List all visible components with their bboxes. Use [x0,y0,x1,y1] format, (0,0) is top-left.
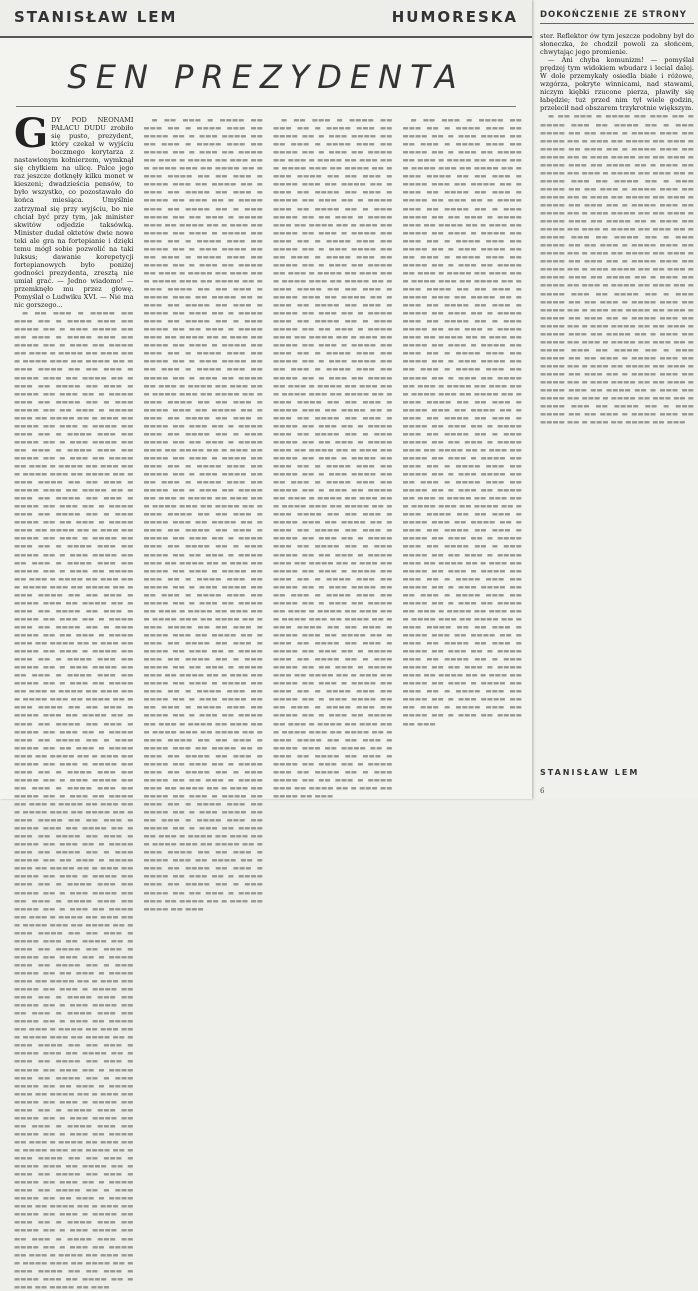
right-page [536,0,698,799]
article-column-4 [403,116,523,793]
page-number: 6 [540,787,545,795]
author-name: STANISŁAW LEM [14,8,178,26]
page-header [0,0,532,38]
header-rule [540,23,694,24]
continuation-text-placeholder: ▬ ▬▬ ▬▬▬ ▬ ▬▬▬▬ ▬▬ ▬▬▬ ▬▬ ▬ ▬▬▬▬ ▬▬▬ ▬▬ ▬▬▬▬ ▬▬ ▬ ▬▬▬ ▬▬▬▬ ▬▬ ▬▬ ▬▬▬ ▬ ▬▬▬▬ ▬▬▬ ▬▬ ▬▬▬▬ ▬▬ ▬ ▬▬▬ ▬▬ ▬▬▬▬ ▬▬ ▬▬▬ ▬ ▬▬▬▬ ▬▬ ▬▬▬ ▬▬ ▬ ▬▬▬▬ ▬▬▬ ▬▬ ▬▬▬▬ ▬▬ ▬ ▬▬▬ ▬▬▬▬ ▬▬ ▬▬ ▬▬▬ ▬ ▬▬▬▬ ▬▬▬ ▬▬ ▬▬▬▬ ▬▬ ▬ ▬▬▬ ▬▬ ▬▬▬▬ ▬▬ ▬▬▬ ▬ ▬▬▬▬ ▬▬ ▬▬▬ ▬▬ ▬ ▬▬▬▬ ▬▬▬ ▬▬ ▬▬▬▬ ▬▬ ▬ ▬▬▬ ▬▬▬▬ ▬▬ ▬▬ ▬▬▬ ▬ ▬▬▬▬ ▬▬▬ ▬▬ ▬▬▬▬ ▬▬ ▬ ▬▬▬ ▬▬ ▬▬▬▬ ▬▬ ▬▬▬ ▬ ▬▬▬▬ ▬▬ ▬▬▬ ▬▬ ▬ ▬▬▬▬ ▬▬▬ ▬▬ ▬▬▬▬ ▬▬ ▬ ▬▬▬ ▬▬▬▬ ▬▬ ▬▬ ▬▬▬ ▬ ▬▬▬▬ ▬▬▬ ▬▬ ▬▬▬▬ ▬▬ ▬ ▬▬▬ ▬▬ ▬▬▬▬ ▬▬ ▬▬▬ ▬ ▬▬▬▬ ▬▬ ▬▬▬ ▬▬ ▬ ▬▬▬▬ ▬▬▬ ▬▬ ▬▬▬▬ ▬▬ ▬ ▬▬▬ ▬▬▬▬ ▬▬ ▬▬ ▬▬▬ ▬ ▬▬▬▬ ▬▬▬ ▬▬ ▬▬▬▬ ▬▬ ▬ ▬▬▬ ▬▬ ▬▬▬▬ ▬▬ ▬▬▬ ▬ ▬▬▬▬ ▬▬ ▬▬▬ ▬▬ ▬ ▬▬▬▬ ▬▬▬ ▬▬ ▬▬▬▬ ▬▬ ▬ ▬▬▬ ▬▬▬▬ ▬▬ ▬▬ ▬▬▬ ▬ ▬▬▬▬ ▬▬▬ ▬▬ ▬▬▬▬ ▬▬ ▬ ▬▬▬ ▬▬ ▬▬▬▬ ▬▬ ▬▬▬ ▬ ▬▬▬▬ ▬▬ ▬▬▬ ▬▬ ▬ ▬▬▬▬ ▬▬▬ ▬▬ ▬▬▬▬ ▬▬ ▬ ▬▬▬ ▬▬▬▬ ▬▬ ▬▬ ▬▬▬ ▬ ▬▬▬▬ ▬▬▬ ▬▬ ▬▬▬▬ ▬▬ ▬ ▬▬▬ ▬▬ ▬▬▬▬ ▬▬ ▬▬▬ ▬ ▬▬▬▬ ▬▬ ▬▬▬ ▬▬ ▬ ▬▬▬▬ ▬▬▬ ▬▬ ▬▬▬▬ ▬▬ ▬ ▬▬▬ ▬▬▬▬ ▬▬ ▬▬ ▬▬▬ ▬ ▬▬▬▬ ▬▬▬ ▬▬ ▬▬▬▬ ▬▬ ▬ ▬▬▬ ▬▬ ▬▬▬▬ ▬▬ ▬▬▬ ▬ ▬▬▬▬ ▬▬ ▬▬▬ ▬▬ ▬ ▬▬▬▬ ▬▬▬ ▬▬ ▬▬▬▬ ▬▬ ▬ ▬▬▬ ▬▬▬▬ ▬▬ ▬▬ ▬▬▬ ▬ ▬▬▬▬ ▬▬▬ ▬▬ ▬▬▬▬ ▬▬ ▬ ▬▬▬ ▬▬ ▬▬▬▬ ▬▬ ▬▬▬ ▬ ▬▬▬▬ ▬▬ ▬▬▬ ▬▬ ▬ ▬▬▬▬ ▬▬▬ ▬▬ ▬▬▬▬ ▬▬ ▬ ▬▬▬ ▬▬▬▬ ▬▬ ▬▬ ▬▬▬ ▬ ▬▬▬▬ ▬▬▬ ▬▬ ▬▬▬▬ ▬▬ ▬ ▬▬▬ ▬▬ ▬▬▬▬ ▬▬ ▬▬▬ ▬ ▬▬▬▬ ▬▬ ▬▬▬ ▬▬ ▬ ▬▬▬▬ ▬▬▬ ▬▬ ▬▬▬▬ ▬▬ ▬ ▬▬▬ ▬▬▬▬ ▬▬ ▬▬ ▬▬▬ ▬ ▬▬▬▬ ▬▬▬ ▬▬ ▬▬▬▬ ▬▬ ▬ ▬▬▬ ▬▬ ▬▬▬▬ ▬▬ ▬▬▬ [540,112,694,427]
continuation-paragraph: — Ani chyba komunizm! — pomyślał prędzej tym widokiem wbudarz i lecial dalej. W dole przemykały osiedla białe i różowe, wzgórza, pokryte winnicami, nad stawami, niczym kiębki rzucone pierza, pławiły się łabędzie; tuż przed nim tył wiele godzin, przelecił nad obszarem trzykrotnie większym. [540,56,694,113]
right-page-header [540,10,694,24]
drop-cap: G [14,110,49,157]
article-text-placeholder: ▬ ▬▬ ▬▬▬ ▬ ▬▬▬▬ ▬▬ ▬▬▬ ▬▬ ▬ ▬▬▬▬ ▬▬▬ ▬▬ ▬▬▬▬ ▬▬ ▬ ▬▬▬ ▬▬▬▬ ▬▬ ▬▬ ▬▬▬ ▬ ▬▬▬▬ ▬▬▬ ▬▬ ▬▬▬▬ ▬▬ ▬ ▬▬▬ ▬▬ ▬▬▬▬ ▬▬ ▬▬▬ ▬ ▬▬▬▬ ▬▬ ▬▬▬ ▬▬ ▬ ▬▬▬▬ ▬▬▬ ▬▬ ▬▬▬▬ ▬▬ ▬ ▬▬▬ ▬▬▬▬ ▬▬ ▬▬ ▬▬▬ ▬ ▬▬▬▬ ▬▬▬ ▬▬ ▬▬▬▬ ▬▬ ▬ ▬▬▬ ▬▬ ▬▬▬▬ ▬▬ ▬▬▬ ▬ ▬▬▬▬ ▬▬ ▬▬▬ ▬▬ ▬ ▬▬▬▬ ▬▬▬ ▬▬ ▬▬▬▬ ▬▬ ▬ ▬▬▬ ▬▬▬▬ ▬▬ ▬▬ ▬▬▬ ▬ ▬▬▬▬ ▬▬▬ ▬▬ ▬▬▬▬ ▬▬ ▬ ▬▬▬ ▬▬ ▬▬▬▬ ▬▬ ▬▬▬ ▬ ▬▬▬▬ ▬▬ ▬▬▬ ▬▬ ▬ ▬▬▬▬ ▬▬▬ ▬▬ ▬▬▬▬ ▬▬ ▬ ▬▬▬ ▬▬▬▬ ▬▬ ▬▬ ▬▬▬ ▬ ▬▬▬▬ ▬▬▬ ▬▬ ▬▬▬▬ ▬▬ ▬ ▬▬▬ ▬▬ ▬▬▬▬ ▬▬ ▬▬▬ ▬ ▬▬▬▬ ▬▬ ▬▬▬ ▬▬ ▬ ▬▬▬▬ ▬▬▬ ▬▬ ▬▬▬▬ ▬▬ ▬ ▬▬▬ ▬▬▬▬ ▬▬ ▬▬ ▬▬▬ ▬ ▬▬▬▬ ▬▬▬ ▬▬ ▬▬▬▬ ▬▬ ▬ ▬▬▬ ▬▬ ▬▬▬▬ ▬▬ ▬▬▬ ▬ ▬▬▬▬ ▬▬ ▬▬▬ ▬▬ ▬ ▬▬▬▬ ▬▬▬ ▬▬ ▬▬▬▬ ▬▬ ▬ ▬▬▬ ▬▬▬▬ ▬▬ ▬▬ ▬▬▬ ▬ ▬▬▬▬ ▬▬▬ ▬▬ ▬▬▬▬ ▬▬ ▬ ▬▬▬ ▬▬ ▬▬▬▬ ▬▬ ▬▬▬ ▬ ▬▬▬▬ ▬▬ ▬▬▬ ▬▬ ▬ ▬▬▬▬ ▬▬▬ ▬▬ ▬▬▬▬ ▬▬ ▬ ▬▬▬ ▬▬▬▬ ▬▬ ▬▬ ▬▬▬ ▬ ▬▬▬▬ ▬▬▬ ▬▬ ▬▬▬▬ ▬▬ ▬ ▬▬▬ ▬▬ ▬▬▬▬ ▬▬ ▬▬▬ ▬ ▬▬▬▬ ▬▬ ▬▬▬ ▬▬ ▬ ▬▬▬▬ ▬▬▬ ▬▬ ▬▬▬▬ ▬▬ ▬ ▬▬▬ ▬▬▬▬ ▬▬ ▬▬ ▬▬▬ ▬ ▬▬▬▬ ▬▬▬ ▬▬ ▬▬▬▬ ▬▬ ▬ ▬▬▬ ▬▬ ▬▬▬▬ ▬▬ ▬▬▬ ▬ ▬▬▬▬ ▬▬ ▬▬▬ ▬▬ ▬ ▬▬▬▬ ▬▬▬ ▬▬ ▬▬▬▬ ▬▬ ▬ ▬▬▬ ▬▬▬▬ ▬▬ ▬▬ ▬▬▬ ▬ ▬▬▬▬ ▬▬▬ ▬▬ ▬▬▬▬ ▬▬ ▬ ▬▬▬ ▬▬ ▬▬▬▬ ▬▬ ▬▬▬ ▬ ▬▬▬▬ ▬▬ ▬▬▬ ▬▬ ▬ ▬▬▬▬ ▬▬▬ ▬▬ ▬▬▬▬ ▬▬ ▬ ▬▬▬ ▬▬▬▬ ▬▬ ▬▬ ▬▬▬ ▬ ▬▬▬▬ ▬▬▬ ▬▬ ▬▬▬▬ ▬▬ ▬ ▬▬▬ ▬▬ ▬▬▬▬ ▬▬ ▬▬▬ ▬ ▬▬▬▬ ▬▬ ▬▬▬ ▬▬ ▬ ▬▬▬▬ ▬▬▬ ▬▬ ▬▬▬▬ ▬▬ ▬ ▬▬▬ ▬▬▬▬ ▬▬ ▬▬ ▬▬▬ ▬ ▬▬▬▬ ▬▬▬ ▬▬ ▬▬▬▬ ▬▬ ▬ ▬▬▬ ▬▬ ▬▬▬▬ ▬▬ ▬▬▬ ▬ ▬▬▬▬ ▬▬ ▬▬▬ ▬▬ ▬ ▬▬▬▬ ▬▬▬ ▬▬ ▬▬▬▬ ▬▬ ▬ ▬▬▬ ▬▬▬▬ ▬▬ ▬▬ ▬▬▬ ▬ ▬▬▬▬ ▬▬▬ ▬▬ ▬▬▬▬ ▬▬ ▬ ▬▬▬ ▬▬ ▬▬▬▬ ▬▬ ▬▬▬ ▬ ▬▬▬▬ ▬▬ ▬▬▬ ▬▬ ▬ ▬▬▬▬ ▬▬▬ ▬▬ ▬▬▬▬ ▬▬ ▬ ▬▬▬ ▬▬▬▬ ▬▬ ▬▬ ▬▬▬ ▬ ▬▬▬▬ ▬▬▬ ▬▬ ▬▬▬▬ ▬▬ ▬ ▬▬▬ ▬▬ ▬▬▬▬ ▬▬ ▬▬▬ ▬ ▬▬▬▬ ▬▬ ▬▬▬ ▬▬ ▬ ▬▬▬▬ ▬▬▬ ▬▬ ▬▬▬▬ ▬▬ ▬ ▬▬▬ ▬▬▬▬ ▬▬ ▬▬ ▬▬▬ ▬ ▬▬▬▬ ▬▬▬ ▬▬ ▬▬▬▬ ▬▬ ▬ ▬▬▬ ▬▬ ▬▬▬▬ ▬▬ ▬▬▬ ▬ ▬▬▬▬ ▬▬ ▬▬▬ ▬▬ ▬ ▬▬▬▬ ▬▬▬ ▬▬ ▬▬▬▬ ▬▬ ▬ ▬▬▬ ▬▬▬▬ ▬▬ ▬▬ ▬▬▬ ▬ ▬▬▬▬ ▬▬▬ ▬▬ ▬▬▬▬ ▬▬ ▬ ▬▬▬ ▬▬ ▬▬▬▬ ▬▬ ▬▬▬ ▬ ▬▬▬▬ ▬▬ ▬▬▬ ▬▬ ▬ ▬▬▬▬ ▬▬▬ ▬▬ ▬▬▬▬ ▬▬ ▬ ▬▬▬ ▬▬▬▬ ▬▬ ▬▬ ▬▬▬ ▬ ▬▬▬▬ ▬▬▬ ▬▬ ▬▬▬▬ ▬▬ ▬ ▬▬▬ ▬▬ ▬▬▬▬ ▬▬ ▬▬▬ [402,116,522,728]
article-paragraph: DY POD NEONAMI PAŁACU DUDU zrobiło się pusto, prezydent, który czekał w wyjściu boczmego korytarza z nastawionym kołnierzem, wymknął się chyłkiem na ulicę. Palce jego raz jeszcze dotknęły kilku monet w kieszeni; dwadzieścia pensów, to było wszystko, co pozostawało do końca miesiąca. Umyślnie zatrzymał się przy wyjściu, bo nie chciał być przy tym, jak minister skwitów odjedzie taksówką. Minister dudał oktetów dwie nowe teki ale gra na fortepianie i dzięki temu mógł sobie pozwolić na taki luksus; dawanie korepetycji fortepianowych było poniżej godności prezydenta, zresztą nie umiał grać. — Jedno wiadomo! — przemknęło mu przez głowę. Pomyślał o Ludwiku XVI. — Nie ma nic gorszego... [14,116,134,310]
article-text-placeholder: ▬ ▬▬ ▬▬▬ ▬ ▬▬▬▬ ▬▬ ▬▬▬ ▬▬ ▬ ▬▬▬▬ ▬▬▬ ▬▬ ▬▬▬▬ ▬▬ ▬ ▬▬▬ ▬▬▬▬ ▬▬ ▬▬ ▬▬▬ ▬ ▬▬▬▬ ▬▬▬ ▬▬ ▬▬▬▬ ▬▬ ▬ ▬▬▬ ▬▬ ▬▬▬▬ ▬▬ ▬▬▬ ▬ ▬▬▬▬ ▬▬ ▬▬▬ ▬▬ ▬ ▬▬▬▬ ▬▬▬ ▬▬ ▬▬▬▬ ▬▬ ▬ ▬▬▬ ▬▬▬▬ ▬▬ ▬▬ ▬▬▬ ▬ ▬▬▬▬ ▬▬▬ ▬▬ ▬▬▬▬ ▬▬ ▬ ▬▬▬ ▬▬ ▬▬▬▬ ▬▬ ▬▬▬ ▬ ▬▬▬▬ ▬▬ ▬▬▬ ▬▬ ▬ ▬▬▬▬ ▬▬▬ ▬▬ ▬▬▬▬ ▬▬ ▬ ▬▬▬ ▬▬▬▬ ▬▬ ▬▬ ▬▬▬ ▬ ▬▬▬▬ ▬▬▬ ▬▬ ▬▬▬▬ ▬▬ ▬ ▬▬▬ ▬▬ ▬▬▬▬ ▬▬ ▬▬▬ ▬ ▬▬▬▬ ▬▬ ▬▬▬ ▬▬ ▬ ▬▬▬▬ ▬▬▬ ▬▬ ▬▬▬▬ ▬▬ ▬ ▬▬▬ ▬▬▬▬ ▬▬ ▬▬ ▬▬▬ ▬ ▬▬▬▬ ▬▬▬ ▬▬ ▬▬▬▬ ▬▬ ▬ ▬▬▬ ▬▬ ▬▬▬▬ ▬▬ ▬▬▬ ▬ ▬▬▬▬ ▬▬ ▬▬▬ ▬▬ ▬ ▬▬▬▬ ▬▬▬ ▬▬ ▬▬▬▬ ▬▬ ▬ ▬▬▬ ▬▬▬▬ ▬▬ ▬▬ ▬▬▬ ▬ ▬▬▬▬ ▬▬▬ ▬▬ ▬▬▬▬ ▬▬ ▬ ▬▬▬ ▬▬ ▬▬▬▬ ▬▬ ▬▬▬ ▬ ▬▬▬▬ ▬▬ ▬▬▬ ▬▬ ▬ ▬▬▬▬ ▬▬▬ ▬▬ ▬▬▬▬ ▬▬ ▬ ▬▬▬ ▬▬▬▬ ▬▬ ▬▬ ▬▬▬ ▬ ▬▬▬▬ ▬▬▬ ▬▬ ▬▬▬▬ ▬▬ ▬ ▬▬▬ ▬▬ ▬▬▬▬ ▬▬ ▬▬▬ ▬ ▬▬▬▬ ▬▬ ▬▬▬ ▬▬ ▬ ▬▬▬▬ ▬▬▬ ▬▬ ▬▬▬▬ ▬▬ ▬ ▬▬▬ ▬▬▬▬ ▬▬ ▬▬ ▬▬▬ ▬ ▬▬▬▬ ▬▬▬ ▬▬ ▬▬▬▬ ▬▬ ▬ ▬▬▬ ▬▬ ▬▬▬▬ ▬▬ ▬▬▬ ▬ ▬▬▬▬ ▬▬ ▬▬▬ ▬▬ ▬ ▬▬▬▬ ▬▬▬ ▬▬ ▬▬▬▬ ▬▬ ▬ ▬▬▬ ▬▬▬▬ ▬▬ ▬▬ ▬▬▬ ▬ ▬▬▬▬ ▬▬▬ ▬▬ ▬▬▬▬ ▬▬ ▬ ▬▬▬ ▬▬ ▬▬▬▬ ▬▬ ▬▬▬ ▬ ▬▬▬▬ ▬▬ ▬▬▬ ▬▬ ▬ ▬▬▬▬ ▬▬▬ ▬▬ ▬▬▬▬ ▬▬ ▬ ▬▬▬ ▬▬▬▬ ▬▬ ▬▬ ▬▬▬ ▬ ▬▬▬▬ ▬▬▬ ▬▬ ▬▬▬▬ ▬▬ ▬ ▬▬▬ ▬▬ ▬▬▬▬ ▬▬ ▬▬▬ ▬ ▬▬▬▬ ▬▬ ▬▬▬ ▬▬ ▬ ▬▬▬▬ ▬▬▬ ▬▬ ▬▬▬▬ ▬▬ ▬ ▬▬▬ ▬▬▬▬ ▬▬ ▬▬ ▬▬▬ ▬ ▬▬▬▬ ▬▬▬ ▬▬ ▬▬▬▬ ▬▬ ▬ ▬▬▬ ▬▬ ▬▬▬▬ ▬▬ ▬▬▬ ▬ ▬▬▬▬ ▬▬ ▬▬▬ ▬▬ ▬ ▬▬▬▬ ▬▬▬ ▬▬ ▬▬▬▬ ▬▬ ▬ ▬▬▬ ▬▬▬▬ ▬▬ ▬▬ ▬▬▬ ▬ ▬▬▬▬ ▬▬▬ ▬▬ ▬▬▬▬ ▬▬ ▬ ▬▬▬ ▬▬ ▬▬▬▬ ▬▬ ▬▬▬ ▬ ▬▬▬▬ ▬▬ ▬▬▬ ▬▬ ▬ ▬▬▬▬ ▬▬▬ ▬▬ ▬▬▬▬ ▬▬ ▬ ▬▬▬ ▬▬▬▬ ▬▬ ▬▬ ▬▬▬ ▬ ▬▬▬▬ ▬▬▬ ▬▬ ▬▬▬▬ ▬▬ ▬ ▬▬▬ ▬▬ ▬▬▬▬ ▬▬ ▬▬▬ ▬ ▬▬▬▬ ▬▬ ▬▬▬ ▬▬ ▬ ▬▬▬▬ ▬▬▬ ▬▬ ▬▬▬▬ ▬▬ ▬ ▬▬▬ ▬▬▬▬ ▬▬ ▬▬ ▬▬▬ ▬ ▬▬▬▬ ▬▬▬ ▬▬ ▬▬▬▬ ▬▬ ▬ ▬▬▬ ▬▬ ▬▬▬▬ ▬▬ ▬▬▬ ▬ ▬▬▬▬ ▬▬ ▬▬▬ ▬▬ ▬ ▬▬▬▬ ▬▬▬ ▬▬ ▬▬▬▬ ▬▬ ▬ ▬▬▬ ▬▬▬▬ ▬▬ ▬▬ ▬▬▬ ▬ ▬▬▬▬ ▬▬▬ ▬▬ ▬▬▬▬ ▬▬ ▬ ▬▬▬ ▬▬ ▬▬▬▬ ▬▬ ▬▬▬ ▬ ▬▬▬▬ ▬▬ ▬▬▬ ▬▬ ▬ ▬▬▬▬ ▬▬▬ ▬▬ ▬▬▬▬ ▬▬ ▬ ▬▬▬ ▬▬▬▬ ▬▬ ▬▬ ▬▬▬ ▬ ▬▬▬▬ ▬▬▬ ▬▬ ▬▬▬▬ ▬▬ ▬ ▬▬▬ ▬▬ ▬▬▬▬ ▬▬ ▬▬▬ ▬ ▬▬▬▬ ▬▬ ▬▬▬ ▬▬ ▬ ▬▬▬▬ ▬▬▬ ▬▬ ▬▬▬▬ ▬▬ ▬ ▬▬▬ ▬▬▬▬ ▬▬ ▬▬ ▬▬▬ ▬ ▬▬▬▬ ▬▬▬ ▬▬ ▬▬▬▬ ▬▬ ▬ ▬▬▬ ▬▬ ▬▬▬▬ ▬▬ ▬▬▬ ▬ ▬▬▬▬ ▬▬ ▬▬▬ ▬▬ ▬ ▬▬▬▬ ▬▬▬ ▬▬ ▬▬▬▬ ▬▬ ▬ ▬▬▬ ▬▬▬▬ ▬▬ ▬▬ ▬▬▬ ▬ ▬▬▬▬ ▬▬▬ ▬▬ ▬▬▬▬ ▬▬ ▬ ▬▬▬ ▬▬ ▬▬▬▬ ▬▬ ▬▬▬ ▬ ▬▬▬▬ ▬▬ ▬▬▬ ▬▬ ▬ ▬▬▬▬ ▬▬▬ ▬▬ ▬▬▬▬ ▬▬ ▬ ▬▬▬ ▬▬▬▬ ▬▬ ▬▬ ▬▬▬ ▬ ▬▬▬▬ ▬▬▬ ▬▬ ▬▬▬▬ ▬▬ ▬ ▬▬▬ ▬▬ ▬▬▬▬ ▬▬ ▬▬▬ [273,116,393,800]
article-columns [14,110,522,1291]
article-column-3 [273,116,393,800]
continuation-header: DOKOŃCZENIE ZE STRONY [540,10,687,20]
article-text-placeholder: ▬ ▬▬ ▬▬▬ ▬ ▬▬▬▬ ▬▬ ▬▬▬ ▬▬ ▬ ▬▬▬▬ ▬▬▬ ▬▬ ▬▬▬▬ ▬▬ ▬ ▬▬▬ ▬▬▬▬ ▬▬ ▬▬ ▬▬▬ ▬ ▬▬▬▬ ▬▬▬ ▬▬ ▬▬▬▬ ▬▬ ▬ ▬▬▬ ▬▬ ▬▬▬▬ ▬▬ ▬▬▬ ▬ ▬▬▬▬ ▬▬ ▬▬▬ ▬▬ ▬ ▬▬▬▬ ▬▬▬ ▬▬ ▬▬▬▬ ▬▬ ▬ ▬▬▬ ▬▬▬▬ ▬▬ ▬▬ ▬▬▬ ▬ ▬▬▬▬ ▬▬▬ ▬▬ ▬▬▬▬ ▬▬ ▬ ▬▬▬ ▬▬ ▬▬▬▬ ▬▬ ▬▬▬ ▬ ▬▬▬▬ ▬▬ ▬▬▬ ▬▬ ▬ ▬▬▬▬ ▬▬▬ ▬▬ ▬▬▬▬ ▬▬ ▬ ▬▬▬ ▬▬▬▬ ▬▬ ▬▬ ▬▬▬ ▬ ▬▬▬▬ ▬▬▬ ▬▬ ▬▬▬▬ ▬▬ ▬ ▬▬▬ ▬▬ ▬▬▬▬ ▬▬ ▬▬▬ ▬ ▬▬▬▬ ▬▬ ▬▬▬ ▬▬ ▬ ▬▬▬▬ ▬▬▬ ▬▬ ▬▬▬▬ ▬▬ ▬ ▬▬▬ ▬▬▬▬ ▬▬ ▬▬ ▬▬▬ ▬ ▬▬▬▬ ▬▬▬ ▬▬ ▬▬▬▬ ▬▬ ▬ ▬▬▬ ▬▬ ▬▬▬▬ ▬▬ ▬▬▬ ▬ ▬▬▬▬ ▬▬ ▬▬▬ ▬▬ ▬ ▬▬▬▬ ▬▬▬ ▬▬ ▬▬▬▬ ▬▬ ▬ ▬▬▬ ▬▬▬▬ ▬▬ ▬▬ ▬▬▬ ▬ ▬▬▬▬ ▬▬▬ ▬▬ ▬▬▬▬ ▬▬ ▬ ▬▬▬ ▬▬ ▬▬▬▬ ▬▬ ▬▬▬ ▬ ▬▬▬▬ ▬▬ ▬▬▬ ▬▬ ▬ ▬▬▬▬ ▬▬▬ ▬▬ ▬▬▬▬ ▬▬ ▬ ▬▬▬ ▬▬▬▬ ▬▬ ▬▬ ▬▬▬ ▬ ▬▬▬▬ ▬▬▬ ▬▬ ▬▬▬▬ ▬▬ ▬ ▬▬▬ ▬▬ ▬▬▬▬ ▬▬ ▬▬▬ ▬ ▬▬▬▬ ▬▬ ▬▬▬ ▬▬ ▬ ▬▬▬▬ ▬▬▬ ▬▬ ▬▬▬▬ ▬▬ ▬ ▬▬▬ ▬▬▬▬ ▬▬ ▬▬ ▬▬▬ ▬ ▬▬▬▬ ▬▬▬ ▬▬ ▬▬▬▬ ▬▬ ▬ ▬▬▬ ▬▬ ▬▬▬▬ ▬▬ ▬▬▬ ▬ ▬▬▬▬ ▬▬ ▬▬▬ ▬▬ ▬ ▬▬▬▬ ▬▬▬ ▬▬ ▬▬▬▬ ▬▬ ▬ ▬▬▬ ▬▬▬▬ ▬▬ ▬▬ ▬▬▬ ▬ ▬▬▬▬ ▬▬▬ ▬▬ ▬▬▬▬ ▬▬ ▬ ▬▬▬ ▬▬ ▬▬▬▬ ▬▬ ▬▬▬ ▬ ▬▬▬▬ ▬▬ ▬▬▬ ▬▬ ▬ ▬▬▬▬ ▬▬▬ ▬▬ ▬▬▬▬ ▬▬ ▬ ▬▬▬ ▬▬▬▬ ▬▬ ▬▬ ▬▬▬ ▬ ▬▬▬▬ ▬▬▬ ▬▬ ▬▬▬▬ ▬▬ ▬ ▬▬▬ ▬▬ ▬▬▬▬ ▬▬ ▬▬▬ ▬ ▬▬▬▬ ▬▬ ▬▬▬ ▬▬ ▬ ▬▬▬▬ ▬▬▬ ▬▬ ▬▬▬▬ ▬▬ ▬ ▬▬▬ ▬▬▬▬ ▬▬ ▬▬ ▬▬▬ ▬ ▬▬▬▬ ▬▬▬ ▬▬ ▬▬▬▬ ▬▬ ▬ ▬▬▬ ▬▬ ▬▬▬▬ ▬▬ ▬▬▬ ▬ ▬▬▬▬ ▬▬ ▬▬▬ ▬▬ ▬ ▬▬▬▬ ▬▬▬ ▬▬ ▬▬▬▬ ▬▬ ▬ ▬▬▬ ▬▬▬▬ ▬▬ ▬▬ ▬▬▬ ▬ ▬▬▬▬ ▬▬▬ ▬▬ ▬▬▬▬ ▬▬ ▬ ▬▬▬ ▬▬ ▬▬▬▬ ▬▬ ▬▬▬ ▬ ▬▬▬▬ ▬▬ ▬▬▬ ▬▬ ▬ ▬▬▬▬ ▬▬▬ ▬▬ ▬▬▬▬ ▬▬ ▬ ▬▬▬ ▬▬▬▬ ▬▬ ▬▬ ▬▬▬ ▬ ▬▬▬▬ ▬▬▬ ▬▬ ▬▬▬▬ ▬▬ ▬ ▬▬▬ ▬▬ ▬▬▬▬ ▬▬ ▬▬▬ ▬ ▬▬▬▬ ▬▬ ▬▬▬ ▬▬ ▬ ▬▬▬▬ ▬▬▬ ▬▬ ▬▬▬▬ ▬▬ ▬ ▬▬▬ ▬▬▬▬ ▬▬ ▬▬ ▬▬▬ ▬ ▬▬▬▬ ▬▬▬ ▬▬ ▬▬▬▬ ▬▬ ▬ ▬▬▬ ▬▬ ▬▬▬▬ ▬▬ ▬▬▬ ▬ ▬▬▬▬ ▬▬ ▬▬▬ ▬▬ ▬ ▬▬▬▬ ▬▬▬ ▬▬ ▬▬▬▬ ▬▬ ▬ ▬▬▬ ▬▬▬▬ ▬▬ ▬▬ ▬▬▬ ▬ ▬▬▬▬ ▬▬▬ ▬▬ ▬▬▬▬ ▬▬ ▬ ▬▬▬ ▬▬ ▬▬▬▬ ▬▬ ▬▬▬ ▬ ▬▬▬▬ ▬▬ ▬▬▬ ▬▬ ▬ ▬▬▬▬ ▬▬▬ ▬▬ ▬▬▬▬ ▬▬ ▬ ▬▬▬ ▬▬▬▬ ▬▬ ▬▬ ▬▬▬ ▬ ▬▬▬▬ ▬▬▬ ▬▬ ▬▬▬▬ ▬▬ ▬ ▬▬▬ ▬▬ ▬▬▬▬ ▬▬ ▬▬▬ ▬ ▬▬▬▬ ▬▬ ▬▬▬ ▬▬ ▬ ▬▬▬▬ ▬▬▬ ▬▬ ▬▬▬▬ ▬▬ ▬ ▬▬▬ ▬▬▬▬ ▬▬ ▬▬ ▬▬▬ ▬ ▬▬▬▬ ▬▬▬ ▬▬ ▬▬▬▬ ▬▬ ▬ ▬▬▬ ▬▬ ▬▬▬▬ ▬▬ ▬▬▬ ▬ ▬▬▬▬ ▬▬ ▬▬▬ ▬▬ ▬ ▬▬▬▬ ▬▬▬ ▬▬ ▬▬▬▬ ▬▬ ▬ ▬▬▬ ▬▬▬▬ ▬▬ ▬▬ ▬▬▬ ▬ ▬▬▬▬ ▬▬▬ ▬▬ ▬▬▬▬ ▬▬ ▬ ▬▬▬ ▬▬ ▬▬▬▬ ▬▬ ▬▬▬ ▬ ▬▬▬▬ ▬▬ ▬▬▬ ▬▬ ▬ ▬▬▬▬ ▬▬▬ ▬▬ ▬▬▬▬ ▬▬ ▬ ▬▬▬ ▬▬▬▬ ▬▬ ▬▬ ▬▬▬ ▬ ▬▬▬▬ ▬▬▬ ▬▬ ▬▬▬▬ ▬▬ ▬ ▬▬▬ ▬▬ ▬▬▬▬ ▬▬ ▬▬▬ ▬ ▬▬▬▬ ▬▬ ▬▬▬ ▬▬ ▬ ▬▬▬▬ ▬▬▬ ▬▬ ▬▬▬▬ ▬▬ ▬ ▬▬▬ ▬▬▬▬ ▬▬ ▬▬ ▬▬▬ ▬ ▬▬▬▬ ▬▬▬ ▬▬ ▬▬▬▬ ▬▬ ▬ ▬▬▬ ▬▬ ▬▬▬▬ ▬▬ ▬▬▬ ▬ ▬▬▬▬ ▬▬ ▬▬▬ ▬▬ ▬ ▬▬▬▬ ▬▬▬ ▬▬ ▬▬▬▬ ▬▬ ▬ ▬▬▬ ▬▬▬▬ ▬▬ ▬▬ ▬▬▬ ▬ ▬▬▬▬ ▬▬▬ ▬▬ ▬▬▬▬ ▬▬ ▬ ▬▬▬ ▬▬ ▬▬▬▬ ▬▬ ▬▬▬ ▬ ▬▬▬▬ ▬▬ ▬▬▬ ▬▬ ▬ ▬▬▬▬ ▬▬▬ ▬▬ ▬▬▬▬ ▬▬ ▬ ▬▬▬ ▬▬▬▬ ▬▬ ▬▬ ▬▬▬ ▬ ▬▬▬▬ ▬▬▬ ▬▬ ▬▬▬▬ ▬▬ ▬ ▬▬▬ ▬▬ ▬▬▬▬ ▬▬ ▬▬▬ ▬ ▬▬▬▬ ▬▬ ▬▬▬ ▬▬ ▬ ▬▬▬▬ ▬▬▬ ▬▬ ▬▬▬▬ ▬▬ ▬ ▬▬▬ ▬▬▬▬ ▬▬ ▬▬ ▬▬▬ ▬ ▬▬▬▬ ▬▬▬ ▬▬ ▬▬▬▬ ▬▬ ▬ ▬▬▬ ▬▬ ▬▬▬▬ ▬▬ ▬▬▬ ▬ ▬▬▬▬ ▬▬ ▬▬▬ ▬▬ ▬ ▬▬▬▬ ▬▬▬ ▬▬ ▬▬▬▬ ▬▬ ▬ ▬▬▬ ▬▬▬▬ ▬▬ ▬▬ ▬▬▬ ▬ ▬▬▬▬ ▬▬▬ ▬▬ ▬▬▬▬ ▬▬ ▬ ▬▬▬ ▬▬ ▬▬▬▬ ▬▬ ▬▬▬ ▬ ▬▬▬▬ ▬▬ ▬▬▬ ▬▬ ▬ ▬▬▬▬ ▬▬▬ ▬▬ ▬▬▬▬ ▬▬ ▬ ▬▬▬ ▬▬▬▬ ▬▬ ▬▬ ▬▬▬ ▬ ▬▬▬▬ ▬▬▬ ▬▬ ▬▬▬▬ ▬▬ ▬ ▬▬▬ ▬▬ ▬▬▬▬ ▬▬ ▬▬▬ ▬ ▬▬▬▬ ▬▬ ▬▬▬ ▬▬ ▬ ▬▬▬▬ ▬▬▬ ▬▬ ▬▬▬▬ ▬▬ ▬ ▬▬▬ ▬▬▬▬ ▬▬ ▬▬ ▬▬▬ ▬ ▬▬▬▬ ▬▬▬ ▬▬ ▬▬▬▬ ▬▬ ▬ ▬▬▬ ▬▬ ▬▬▬▬ ▬▬ ▬▬▬ ▬ ▬▬▬▬ ▬▬ ▬▬▬ ▬▬ ▬ ▬▬▬▬ ▬▬▬ ▬▬ ▬▬▬▬ ▬▬ ▬ ▬▬▬ ▬▬▬▬ ▬▬ ▬▬ ▬▬▬ ▬ ▬▬▬▬ ▬▬▬ ▬▬ ▬▬▬▬ ▬▬ ▬ ▬▬▬ ▬▬ ▬▬▬▬ ▬▬ ▬▬▬ [14,309,134,1291]
author-signature: STANISŁAW LEM [540,768,640,777]
article-column-1 [14,110,134,1291]
article-column-2 [143,116,264,913]
article-title: SEN PREZYDENTA [67,58,465,96]
title-divider [16,106,516,107]
continuation-paragraph: ster. Reflektor ów tym jeszcze podobny był do słoneczka, że chodził powoli za słońcem, chwytając jego promienie. [540,32,694,57]
section-label: HUMORESKA [391,8,518,26]
continuation-column [540,32,694,757]
article-text-placeholder: ▬ ▬▬ ▬▬▬ ▬ ▬▬▬▬ ▬▬ ▬▬▬ ▬▬ ▬ ▬▬▬▬ ▬▬▬ ▬▬ ▬▬▬▬ ▬▬ ▬ ▬▬▬ ▬▬▬▬ ▬▬ ▬▬ ▬▬▬ ▬ ▬▬▬▬ ▬▬▬ ▬▬ ▬▬▬▬ ▬▬ ▬ ▬▬▬ ▬▬ ▬▬▬▬ ▬▬ ▬▬▬ ▬ ▬▬▬▬ ▬▬ ▬▬▬ ▬▬ ▬ ▬▬▬▬ ▬▬▬ ▬▬ ▬▬▬▬ ▬▬ ▬ ▬▬▬ ▬▬▬▬ ▬▬ ▬▬ ▬▬▬ ▬ ▬▬▬▬ ▬▬▬ ▬▬ ▬▬▬▬ ▬▬ ▬ ▬▬▬ ▬▬ ▬▬▬▬ ▬▬ ▬▬▬ ▬ ▬▬▬▬ ▬▬ ▬▬▬ ▬▬ ▬ ▬▬▬▬ ▬▬▬ ▬▬ ▬▬▬▬ ▬▬ ▬ ▬▬▬ ▬▬▬▬ ▬▬ ▬▬ ▬▬▬ ▬ ▬▬▬▬ ▬▬▬ ▬▬ ▬▬▬▬ ▬▬ ▬ ▬▬▬ ▬▬ ▬▬▬▬ ▬▬ ▬▬▬ ▬ ▬▬▬▬ ▬▬ ▬▬▬ ▬▬ ▬ ▬▬▬▬ ▬▬▬ ▬▬ ▬▬▬▬ ▬▬ ▬ ▬▬▬ ▬▬▬▬ ▬▬ ▬▬ ▬▬▬ ▬ ▬▬▬▬ ▬▬▬ ▬▬ ▬▬▬▬ ▬▬ ▬ ▬▬▬ ▬▬ ▬▬▬▬ ▬▬ ▬▬▬ ▬ ▬▬▬▬ ▬▬ ▬▬▬ ▬▬ ▬ ▬▬▬▬ ▬▬▬ ▬▬ ▬▬▬▬ ▬▬ ▬ ▬▬▬ ▬▬▬▬ ▬▬ ▬▬ ▬▬▬ ▬ ▬▬▬▬ ▬▬▬ ▬▬ ▬▬▬▬ ▬▬ ▬ ▬▬▬ ▬▬ ▬▬▬▬ ▬▬ ▬▬▬ ▬ ▬▬▬▬ ▬▬ ▬▬▬ ▬▬ ▬ ▬▬▬▬ ▬▬▬ ▬▬ ▬▬▬▬ ▬▬ ▬ ▬▬▬ ▬▬▬▬ ▬▬ ▬▬ ▬▬▬ ▬ ▬▬▬▬ ▬▬▬ ▬▬ ▬▬▬▬ ▬▬ ▬ ▬▬▬ ▬▬ ▬▬▬▬ ▬▬ ▬▬▬ ▬ ▬▬▬▬ ▬▬ ▬▬▬ ▬▬ ▬ ▬▬▬▬ ▬▬▬ ▬▬ ▬▬▬▬ ▬▬ ▬ ▬▬▬ ▬▬▬▬ ▬▬ ▬▬ ▬▬▬ ▬ ▬▬▬▬ ▬▬▬ ▬▬ ▬▬▬▬ ▬▬ ▬ ▬▬▬ ▬▬ ▬▬▬▬ ▬▬ ▬▬▬ ▬ ▬▬▬▬ ▬▬ ▬▬▬ ▬▬ ▬ ▬▬▬▬ ▬▬▬ ▬▬ ▬▬▬▬ ▬▬ ▬ ▬▬▬ ▬▬▬▬ ▬▬ ▬▬ ▬▬▬ ▬ ▬▬▬▬ ▬▬▬ ▬▬ ▬▬▬▬ ▬▬ ▬ ▬▬▬ ▬▬ ▬▬▬▬ ▬▬ ▬▬▬ ▬ ▬▬▬▬ ▬▬ ▬▬▬ ▬▬ ▬ ▬▬▬▬ ▬▬▬ ▬▬ ▬▬▬▬ ▬▬ ▬ ▬▬▬ ▬▬▬▬ ▬▬ ▬▬ ▬▬▬ ▬ ▬▬▬▬ ▬▬▬ ▬▬ ▬▬▬▬ ▬▬ ▬ ▬▬▬ ▬▬ ▬▬▬▬ ▬▬ ▬▬▬ ▬ ▬▬▬▬ ▬▬ ▬▬▬ ▬▬ ▬ ▬▬▬▬ ▬▬▬ ▬▬ ▬▬▬▬ ▬▬ ▬ ▬▬▬ ▬▬▬▬ ▬▬ ▬▬ ▬▬▬ ▬ ▬▬▬▬ ▬▬▬ ▬▬ ▬▬▬▬ ▬▬ ▬ ▬▬▬ ▬▬ ▬▬▬▬ ▬▬ ▬▬▬ ▬ ▬▬▬▬ ▬▬ ▬▬▬ ▬▬ ▬ ▬▬▬▬ ▬▬▬ ▬▬ ▬▬▬▬ ▬▬ ▬ ▬▬▬ ▬▬▬▬ ▬▬ ▬▬ ▬▬▬ ▬ ▬▬▬▬ ▬▬▬ ▬▬ ▬▬▬▬ ▬▬ ▬ ▬▬▬ ▬▬ ▬▬▬▬ ▬▬ ▬▬▬ ▬ ▬▬▬▬ ▬▬ ▬▬▬ ▬▬ ▬ ▬▬▬▬ ▬▬▬ ▬▬ ▬▬▬▬ ▬▬ ▬ ▬▬▬ ▬▬▬▬ ▬▬ ▬▬ ▬▬▬ ▬ ▬▬▬▬ ▬▬▬ ▬▬ ▬▬▬▬ ▬▬ ▬ ▬▬▬ ▬▬ ▬▬▬▬ ▬▬ ▬▬▬ ▬ ▬▬▬▬ ▬▬ ▬▬▬ ▬▬ ▬ ▬▬▬▬ ▬▬▬ ▬▬ ▬▬▬▬ ▬▬ ▬ ▬▬▬ ▬▬▬▬ ▬▬ ▬▬ ▬▬▬ ▬ ▬▬▬▬ ▬▬▬ ▬▬ ▬▬▬▬ ▬▬ ▬ ▬▬▬ ▬▬ ▬▬▬▬ ▬▬ ▬▬▬ ▬ ▬▬▬▬ ▬▬ ▬▬▬ ▬▬ ▬ ▬▬▬▬ ▬▬▬ ▬▬ ▬▬▬▬ ▬▬ ▬ ▬▬▬ ▬▬▬▬ ▬▬ ▬▬ ▬▬▬ ▬ ▬▬▬▬ ▬▬▬ ▬▬ ▬▬▬▬ ▬▬ ▬ ▬▬▬ ▬▬ ▬▬▬▬ ▬▬ ▬▬▬ ▬ ▬▬▬▬ ▬▬ ▬▬▬ ▬▬ ▬ ▬▬▬▬ ▬▬▬ ▬▬ ▬▬▬▬ ▬▬ ▬ ▬▬▬ ▬▬▬▬ ▬▬ ▬▬ ▬▬▬ ▬ ▬▬▬▬ ▬▬▬ ▬▬ ▬▬▬▬ ▬▬ ▬ ▬▬▬ ▬▬ ▬▬▬▬ ▬▬ ▬▬▬ ▬ ▬▬▬▬ ▬▬ ▬▬▬ ▬▬ ▬ ▬▬▬▬ ▬▬▬ ▬▬ ▬▬▬▬ ▬▬ ▬ ▬▬▬ ▬▬▬▬ ▬▬ ▬▬ ▬▬▬ ▬ ▬▬▬▬ ▬▬▬ ▬▬ ▬▬▬▬ ▬▬ ▬ ▬▬▬ ▬▬ ▬▬▬▬ ▬▬ ▬▬▬ ▬ ▬▬▬▬ ▬▬ ▬▬▬ ▬▬ ▬ ▬▬▬▬ ▬▬▬ ▬▬ ▬▬▬▬ ▬▬ ▬ ▬▬▬ ▬▬▬▬ ▬▬ ▬▬ ▬▬▬ ▬ ▬▬▬▬ ▬▬▬ ▬▬ ▬▬▬▬ ▬▬ ▬ ▬▬▬ ▬▬ ▬▬▬▬ ▬▬ ▬▬▬ ▬ ▬▬▬▬ ▬▬ ▬▬▬ ▬▬ ▬ ▬▬▬▬ ▬▬▬ ▬▬ ▬▬▬▬ ▬▬ ▬ ▬▬▬ ▬▬▬▬ ▬▬ ▬▬ ▬▬▬ ▬ ▬▬▬▬ ▬▬▬ ▬▬ ▬▬▬▬ ▬▬ ▬ ▬▬▬ ▬▬ ▬▬▬▬ ▬▬ ▬▬▬ ▬ ▬▬▬▬ ▬▬ ▬▬▬ ▬▬ ▬ ▬▬▬▬ ▬▬▬ ▬▬ ▬▬▬▬ ▬▬ ▬ ▬▬▬ ▬▬▬▬ ▬▬ ▬▬ ▬▬▬ ▬ ▬▬▬▬ ▬▬▬ ▬▬ ▬▬▬▬ ▬▬ ▬ ▬▬▬ ▬▬ ▬▬▬▬ ▬▬ ▬▬▬ ▬ ▬▬▬▬ ▬▬ ▬▬▬ ▬▬ ▬ ▬▬▬▬ ▬▬▬ ▬▬ ▬▬▬▬ ▬▬ ▬ ▬▬▬ ▬▬▬▬ ▬▬ ▬▬ ▬▬▬ ▬ ▬▬▬▬ ▬▬▬ ▬▬ ▬▬▬▬ ▬▬ ▬ ▬▬▬ ▬▬ ▬▬▬▬ ▬▬ ▬▬▬ ▬ ▬▬▬▬ ▬▬ ▬▬▬ ▬▬ ▬ ▬▬▬▬ ▬▬▬ ▬▬ ▬▬▬▬ ▬▬ ▬ ▬▬▬ ▬▬▬▬ ▬▬ ▬▬ ▬▬▬ ▬ ▬▬▬▬ ▬▬▬ ▬▬ ▬▬▬▬ ▬▬ ▬ ▬▬▬ ▬▬ ▬▬▬▬ ▬▬ ▬▬▬ [143,116,263,913]
